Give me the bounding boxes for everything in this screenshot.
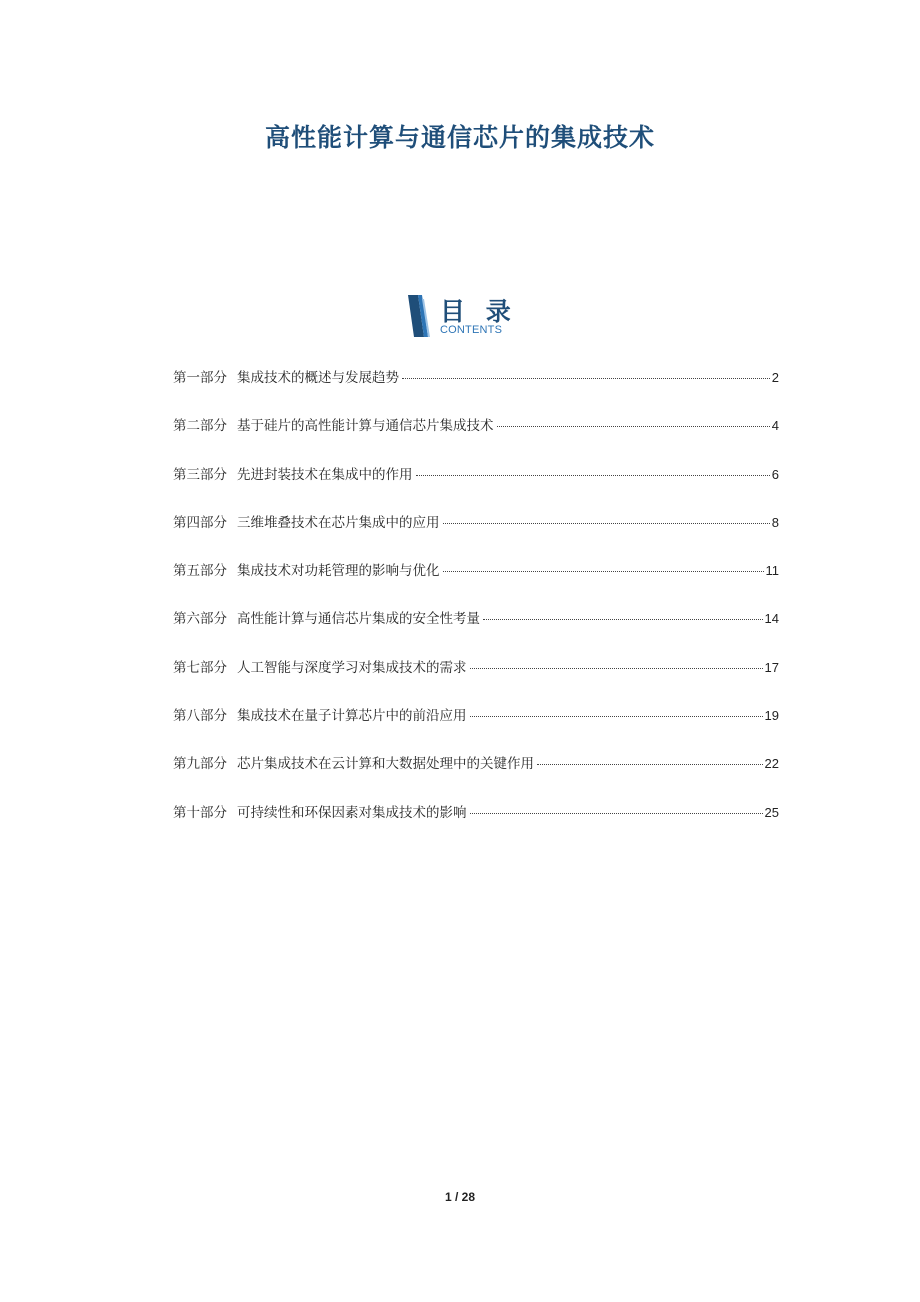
toc-entry-5[interactable] bbox=[173, 559, 779, 607]
dot-leader bbox=[497, 426, 770, 427]
dot-leader bbox=[470, 668, 763, 669]
toc-part-label: 第十部分 bbox=[173, 804, 227, 821]
toc-page-number: 17 bbox=[764, 659, 779, 675]
toc-entry-4[interactable] bbox=[173, 511, 779, 559]
toc-entry-title: 可持续性和环保因素对集成技术的影响 bbox=[237, 804, 467, 821]
toc-entry-9[interactable] bbox=[173, 752, 779, 800]
toc-entry-title: 三维堆叠技术在芯片集成中的应用 bbox=[237, 514, 440, 531]
toc-part-label: 第九部分 bbox=[173, 756, 227, 773]
toc-part-label: 第一部分 bbox=[173, 370, 227, 386]
toc-entry-title: 先进封装技术在集成中的作用 bbox=[237, 466, 413, 483]
dot-leader bbox=[537, 764, 763, 765]
toc-part-label: 第二部分 bbox=[173, 418, 227, 435]
toc-entry-3[interactable] bbox=[173, 463, 779, 511]
dot-leader bbox=[470, 813, 763, 814]
dot-leader bbox=[416, 475, 770, 476]
toc-entry-title: 芯片集成技术在云计算和大数据处理中的关键作用 bbox=[237, 756, 534, 773]
toc-entry-8[interactable] bbox=[173, 704, 779, 752]
toc-entry-7[interactable] bbox=[173, 656, 779, 704]
toc-entry-10[interactable] bbox=[173, 801, 779, 849]
dot-leader bbox=[443, 571, 764, 572]
toc-entry-title: 集成技术的概述与发展趋势 bbox=[237, 370, 399, 386]
dot-leader bbox=[443, 523, 770, 524]
toc-page-number: 19 bbox=[764, 708, 779, 724]
toc-page-number: 2 bbox=[771, 370, 779, 385]
dot-leader bbox=[470, 716, 763, 717]
toc-part-label: 第六部分 bbox=[173, 611, 227, 628]
book-logo-icon bbox=[406, 295, 430, 337]
toc-page-number: 14 bbox=[764, 611, 779, 627]
page-number-footer: 1 / 28 bbox=[444, 1190, 476, 1204]
toc-heading-cn: 目 录 bbox=[440, 297, 517, 326]
toc-heading-en: CONTENTS bbox=[440, 324, 503, 336]
toc-entry-title: 集成技术在量子计算芯片中的前沿应用 bbox=[237, 708, 467, 725]
toc-part-label: 第八部分 bbox=[173, 708, 227, 725]
document-title: 高性能计算与通信芯片的集成技术 bbox=[264, 123, 655, 152]
toc-entry-title: 基于硅片的高性能计算与通信芯片集成技术 bbox=[237, 418, 494, 435]
toc-part-label: 第五部分 bbox=[173, 563, 227, 580]
toc-page-number: 11 bbox=[765, 563, 779, 579]
toc-page-number: 6 bbox=[771, 466, 779, 482]
toc-page-number: 22 bbox=[764, 756, 779, 772]
dot-leader bbox=[483, 619, 763, 620]
toc-entry-title: 集成技术对功耗管理的影响与优化 bbox=[237, 563, 440, 580]
toc-entry-6[interactable] bbox=[173, 607, 779, 655]
toc-entry-title: 人工智能与深度学习对集成技术的需求 bbox=[237, 659, 467, 676]
toc-heading bbox=[406, 292, 526, 340]
toc-page-number: 8 bbox=[771, 514, 779, 530]
toc-page-number: 4 bbox=[771, 418, 779, 434]
toc-entry-2[interactable] bbox=[173, 414, 779, 462]
toc-part-label: 第四部分 bbox=[173, 514, 227, 531]
table-of-contents bbox=[173, 366, 779, 849]
toc-part-label: 第三部分 bbox=[173, 466, 227, 483]
toc-entry-1[interactable] bbox=[173, 366, 779, 414]
toc-entry-title: 高性能计算与通信芯片集成的安全性考量 bbox=[237, 611, 480, 628]
dot-leader bbox=[402, 378, 770, 379]
toc-page-number: 25 bbox=[764, 804, 779, 820]
toc-part-label: 第七部分 bbox=[173, 659, 227, 676]
